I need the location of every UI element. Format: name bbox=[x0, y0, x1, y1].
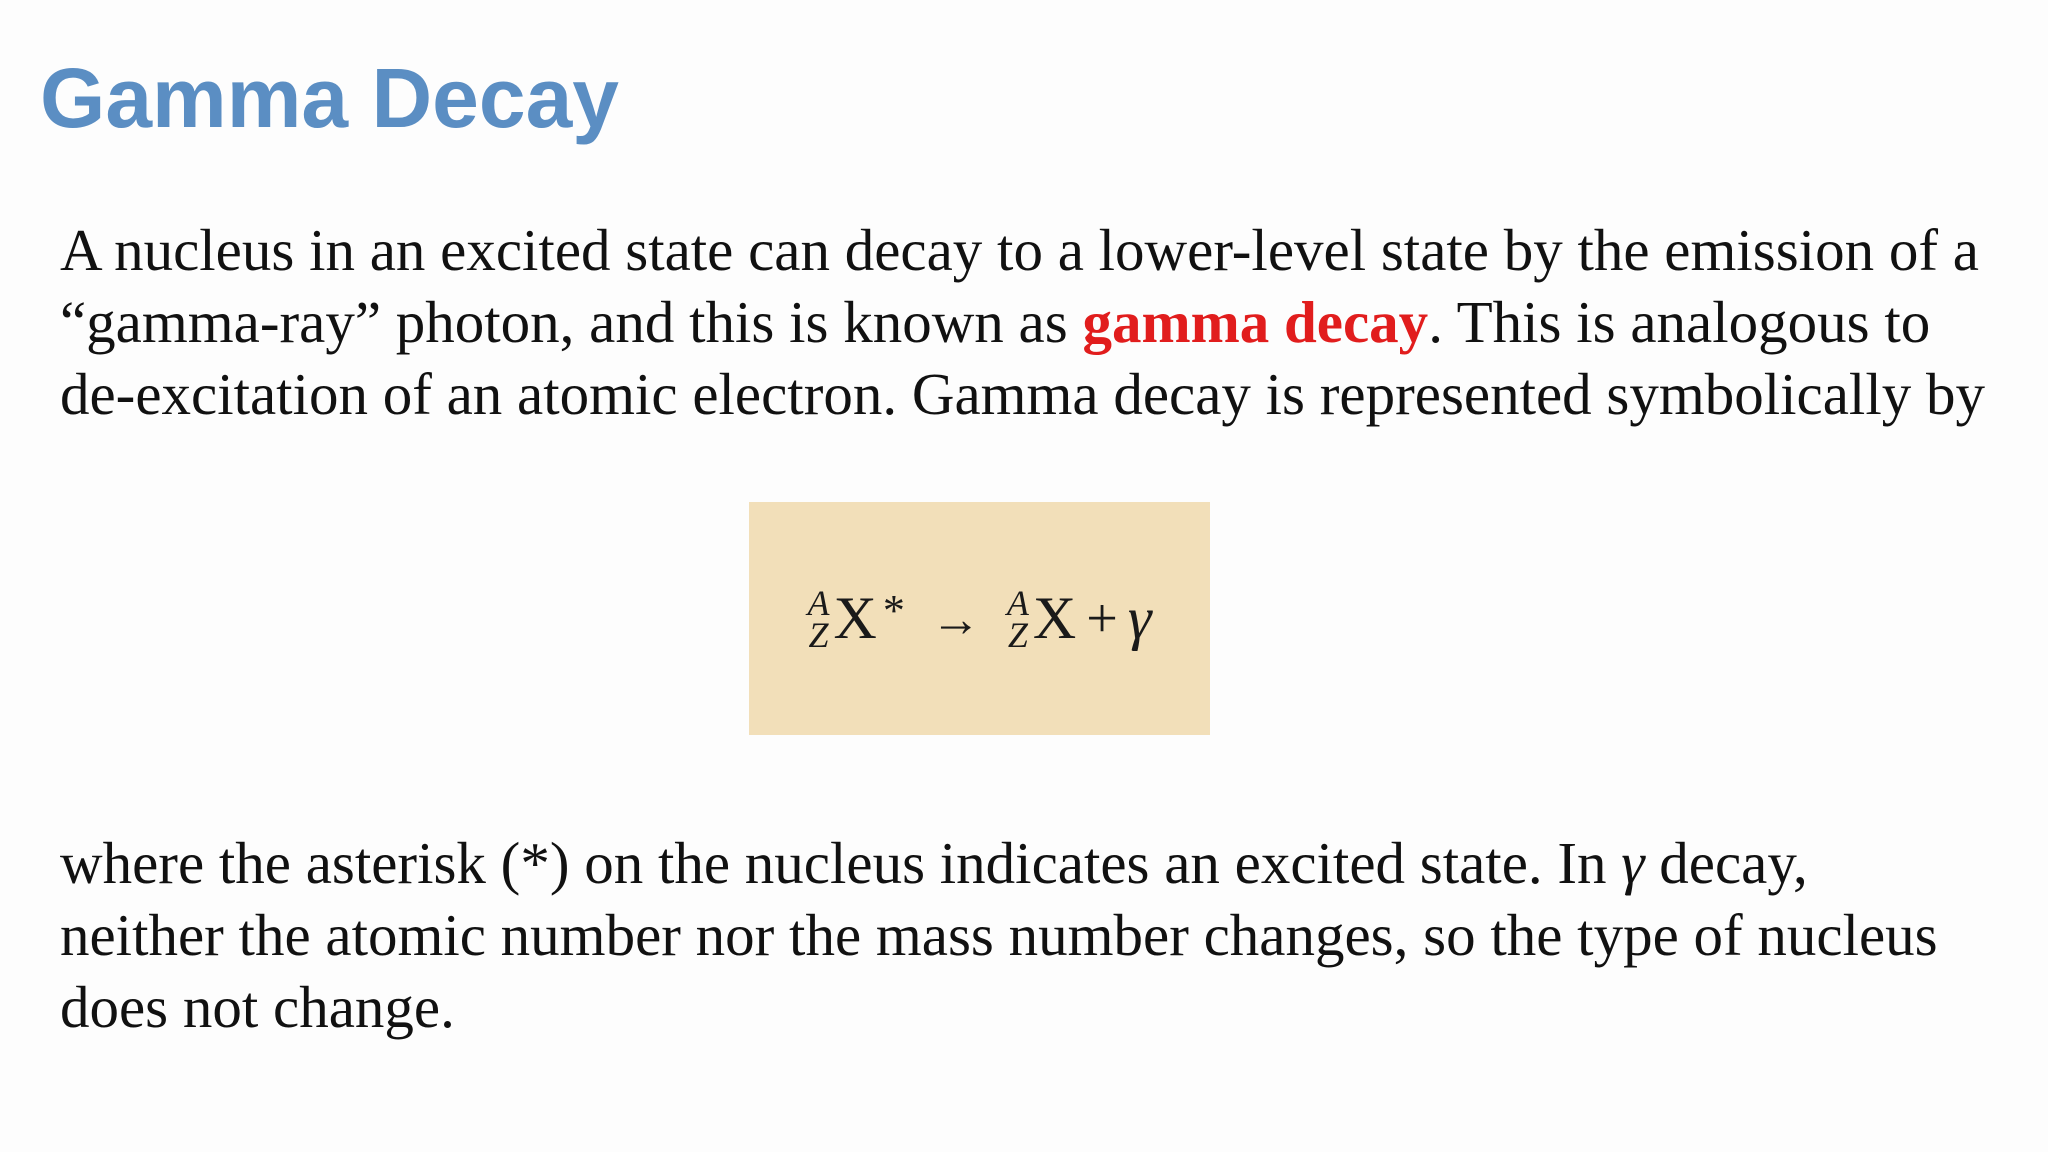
intro-paragraph bbox=[60, 214, 1985, 430]
mass-number: A bbox=[1006, 582, 1029, 623]
nucleus-indices bbox=[1006, 582, 1029, 655]
ground-nucleus bbox=[1007, 584, 1076, 653]
element-symbol: X bbox=[1032, 585, 1077, 651]
explanation-line-2: neither the atomic number nor the mass number changes, so the type of nucleus bbox=[60, 902, 1938, 968]
nucleus-indices bbox=[807, 582, 830, 655]
explanation-line-1-start: where the asterisk (*) on the nucleus indicates an excited state. In bbox=[60, 830, 1622, 896]
excited-asterisk: * bbox=[882, 586, 905, 635]
element-symbol: X bbox=[833, 585, 877, 651]
intro-line-1: A nucleus in an excited state can decay to a lower-level state by the emission of a bbox=[60, 217, 1979, 283]
equation-box bbox=[749, 502, 1210, 735]
atomic-number: Z bbox=[1007, 614, 1028, 655]
intro-line-2-start: “gamma-ray” photon, and this is known as bbox=[60, 289, 1083, 355]
gamma-symbol: γ bbox=[1127, 585, 1152, 651]
explanation-line-1-end: decay, bbox=[1644, 830, 1808, 896]
gamma-decay-equation bbox=[808, 584, 1152, 653]
plus-sign: + bbox=[1086, 587, 1118, 650]
gamma-symbol-inline: γ bbox=[1621, 830, 1645, 896]
intro-line-2 bbox=[60, 286, 1985, 358]
explanation-line-3: does not change. bbox=[60, 974, 455, 1040]
explanation-line-1 bbox=[60, 827, 1938, 899]
atomic-number: Z bbox=[808, 614, 829, 655]
excited-nucleus bbox=[808, 584, 905, 653]
gamma-decay-highlight: gamma decay bbox=[1082, 289, 1429, 355]
explanation-paragraph bbox=[60, 827, 1938, 1043]
mass-number: A bbox=[807, 582, 830, 623]
page-title: Gamma Decay bbox=[40, 51, 620, 145]
reaction-arrow: → bbox=[930, 590, 981, 647]
intro-line-2-end: . This is analogous to bbox=[1428, 289, 1931, 355]
intro-line-3: de-excitation of an atomic electron. Gamma decay is represented symbolically by bbox=[60, 361, 1985, 427]
